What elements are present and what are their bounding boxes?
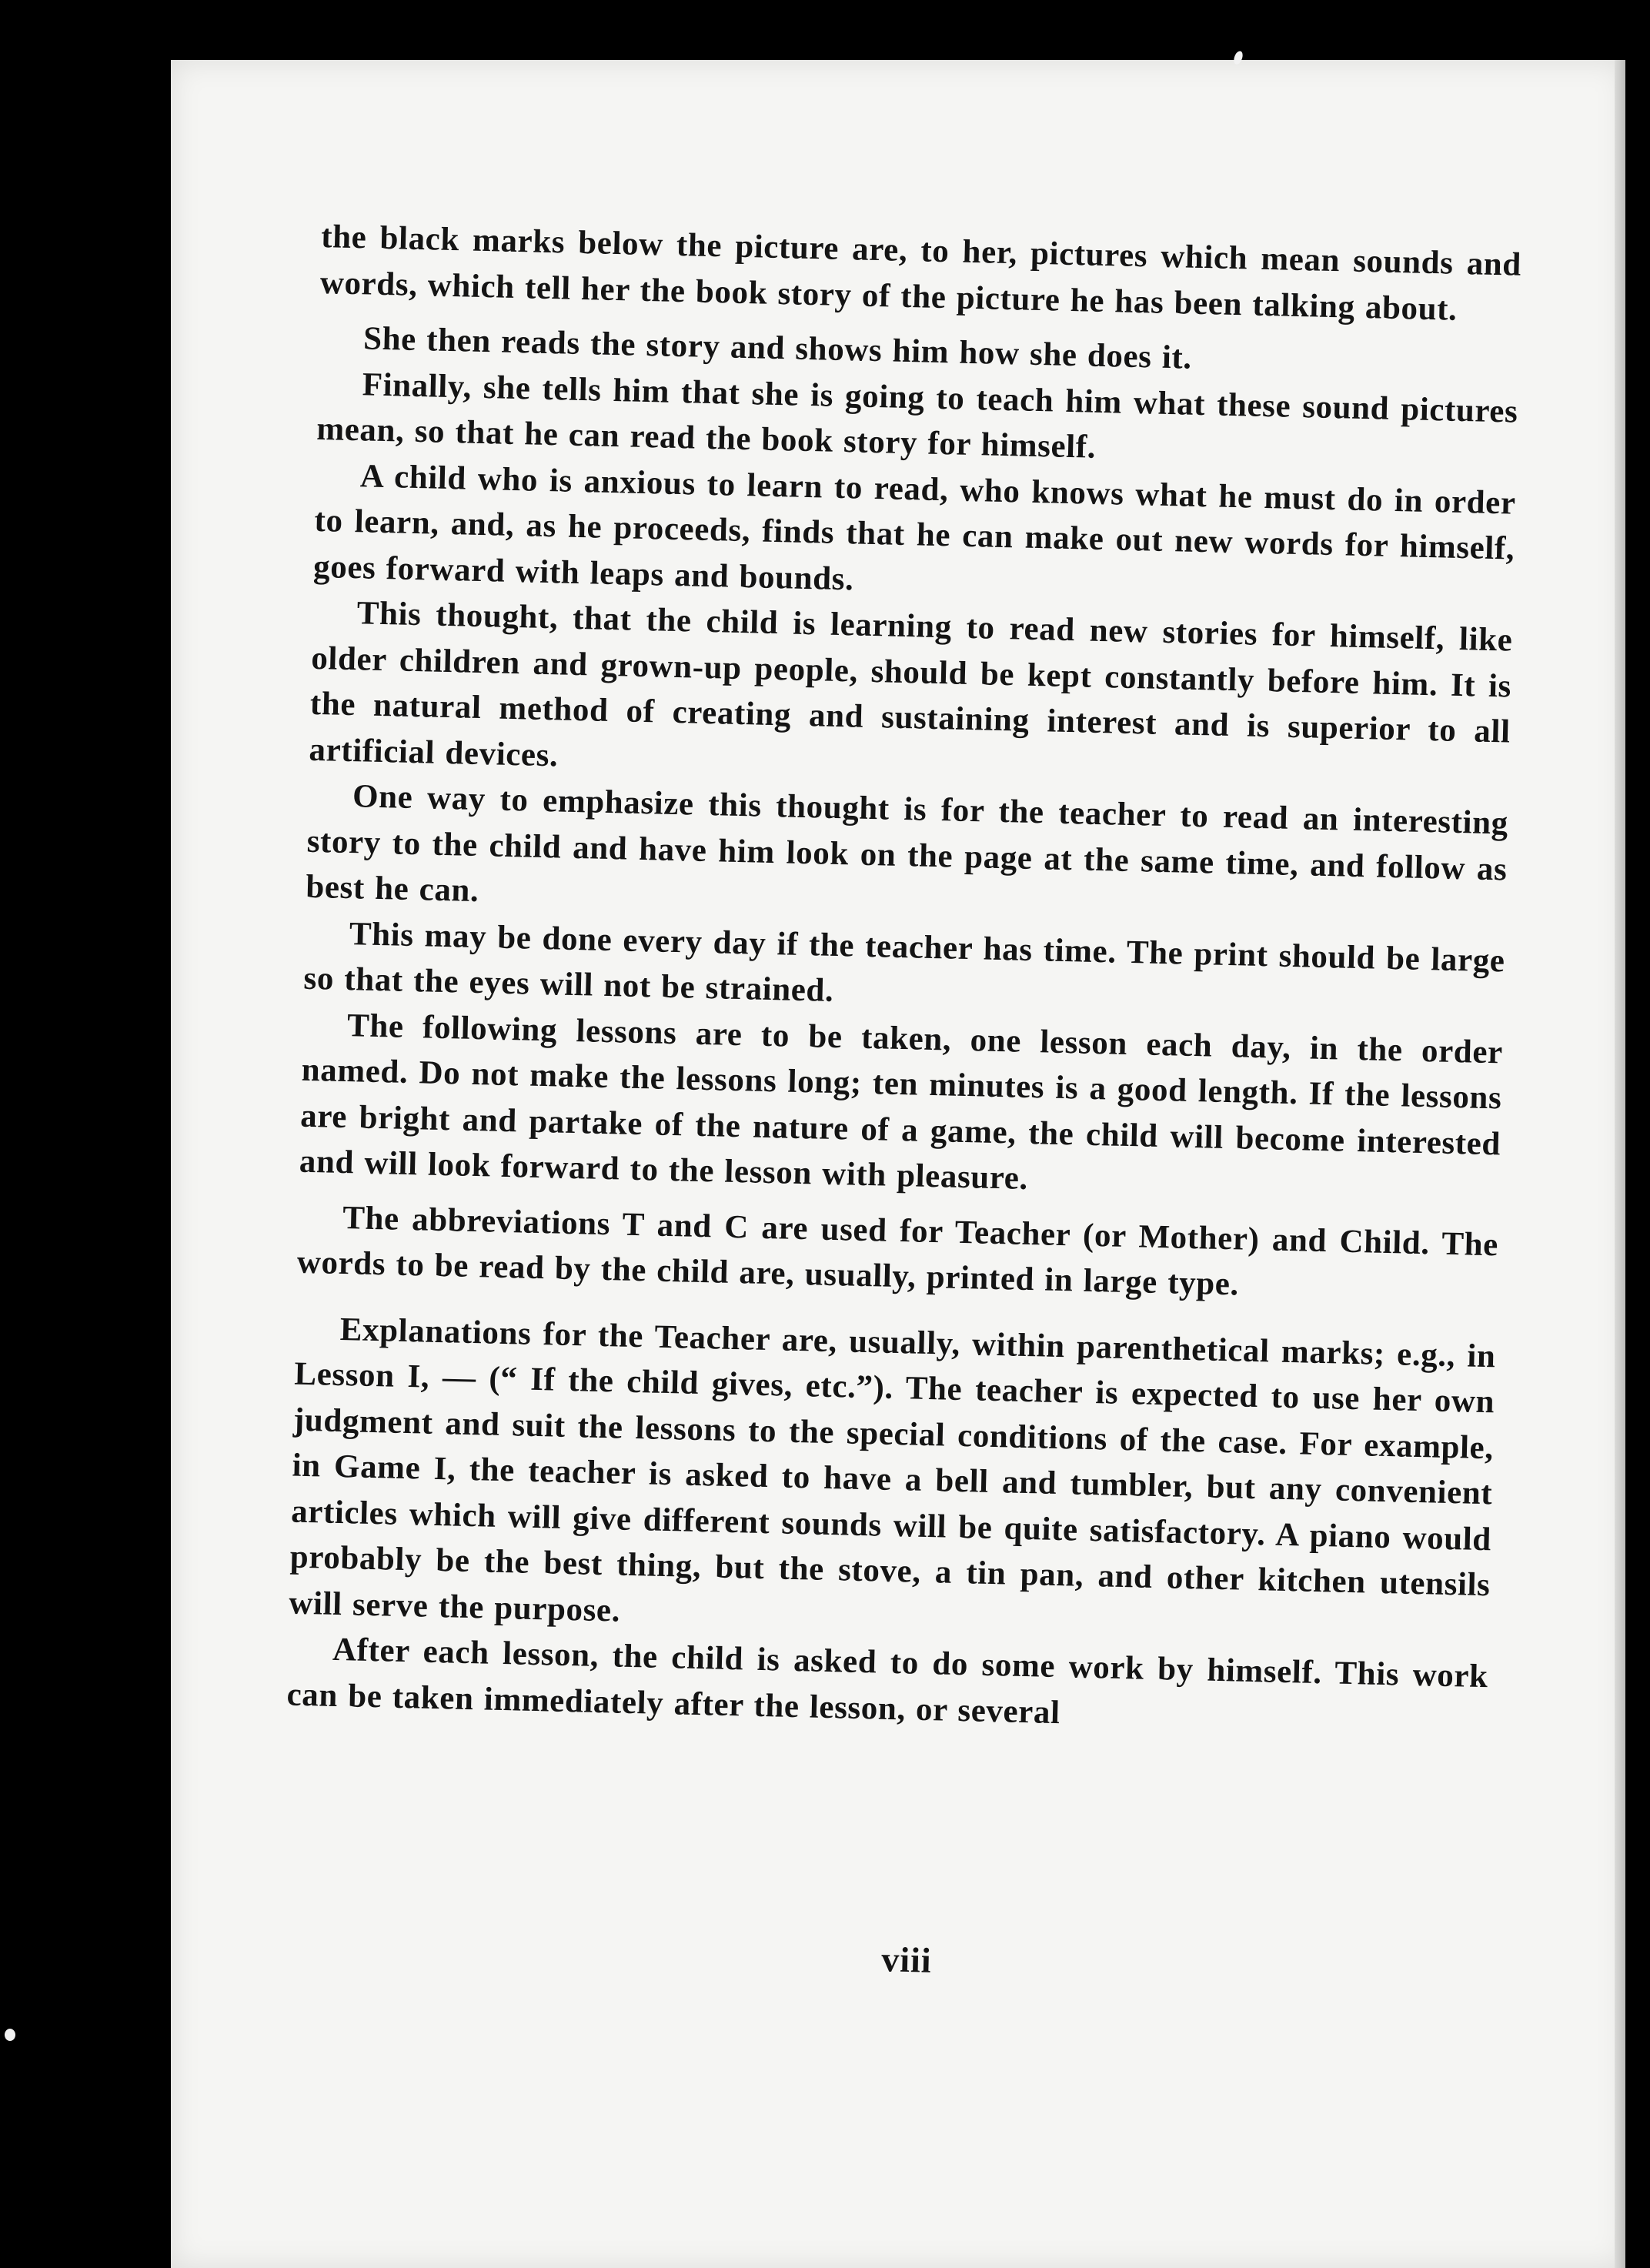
paragraph: This may be done every day if the teacher has time. The print should be large so that the eyes will not be strained. — [303, 915, 1506, 1009]
paragraph: the black marks below the picture are, to her, pictures which mean sounds and words, which tell her the book story of the picture he has been talking about. — [319, 218, 1522, 328]
book-page — [171, 60, 1625, 2268]
scan-speck — [5, 2029, 15, 2041]
paragraph: A child who is anxious to learn to read, who knows what he must do in order to learn, and, as he proceeds, finds that he can make out new words for himself, goes forward with leaps and bounds. — [312, 457, 1517, 597]
paragraph: She then reads the story and shows him how she does it. — [362, 320, 1193, 376]
paragraph: After each lesson, the child is asked to do some work by himself. This work can be taken immediately after the lesson, or several — [286, 1631, 1489, 1731]
paragraph: This thought, that the child is learning to read new stories for himself, like older children and grown-up people, should be kept constantly before him. It is the natural method of creating and sustaining interest and is superior to all artificial devices. — [309, 595, 1513, 773]
paragraph: Explanations for the Teacher are, usually, within parenthetical marks; e.g., in Lesson I, — (“ If the child gives, etc.”). The teacher is expected to use her own judgment and suit the lessons to the special conditions of the case. For example, in Game I, the teacher is asked to have a bell and tumbler, but any convenient articles which will give different sounds will be quite satisfactory. A piano would probably be the best thing, but the stove, a tin pan, and other kitchen utensils will serve the purpose. — [288, 1311, 1497, 1629]
paragraph: The abbreviations T and C are used for Teacher (or Mother) and Child. The words to be read by the child are, usually, printed in large type. — [296, 1199, 1499, 1303]
body-text — [286, 214, 1522, 1745]
paragraph: Finally, she tells him that she is going to teach him what these sound pictures mean, so that he can read the book story for himself. — [316, 366, 1518, 466]
paragraph: The following lessons are to be taken, one lesson each day, in the order named. Do not make the lessons long; ten minutes is a good length. If the lessons are bright and partake of the nature of a game, the child will become interested and will look forward to the lesson with pleasure. — [299, 1007, 1504, 1197]
page-number: viii — [880, 1939, 933, 1980]
paragraph: One way to emphasize this thought is for the teacher to read an interesting story to the child and have him look on the page at the same time, and follow as best he can. — [305, 778, 1509, 910]
